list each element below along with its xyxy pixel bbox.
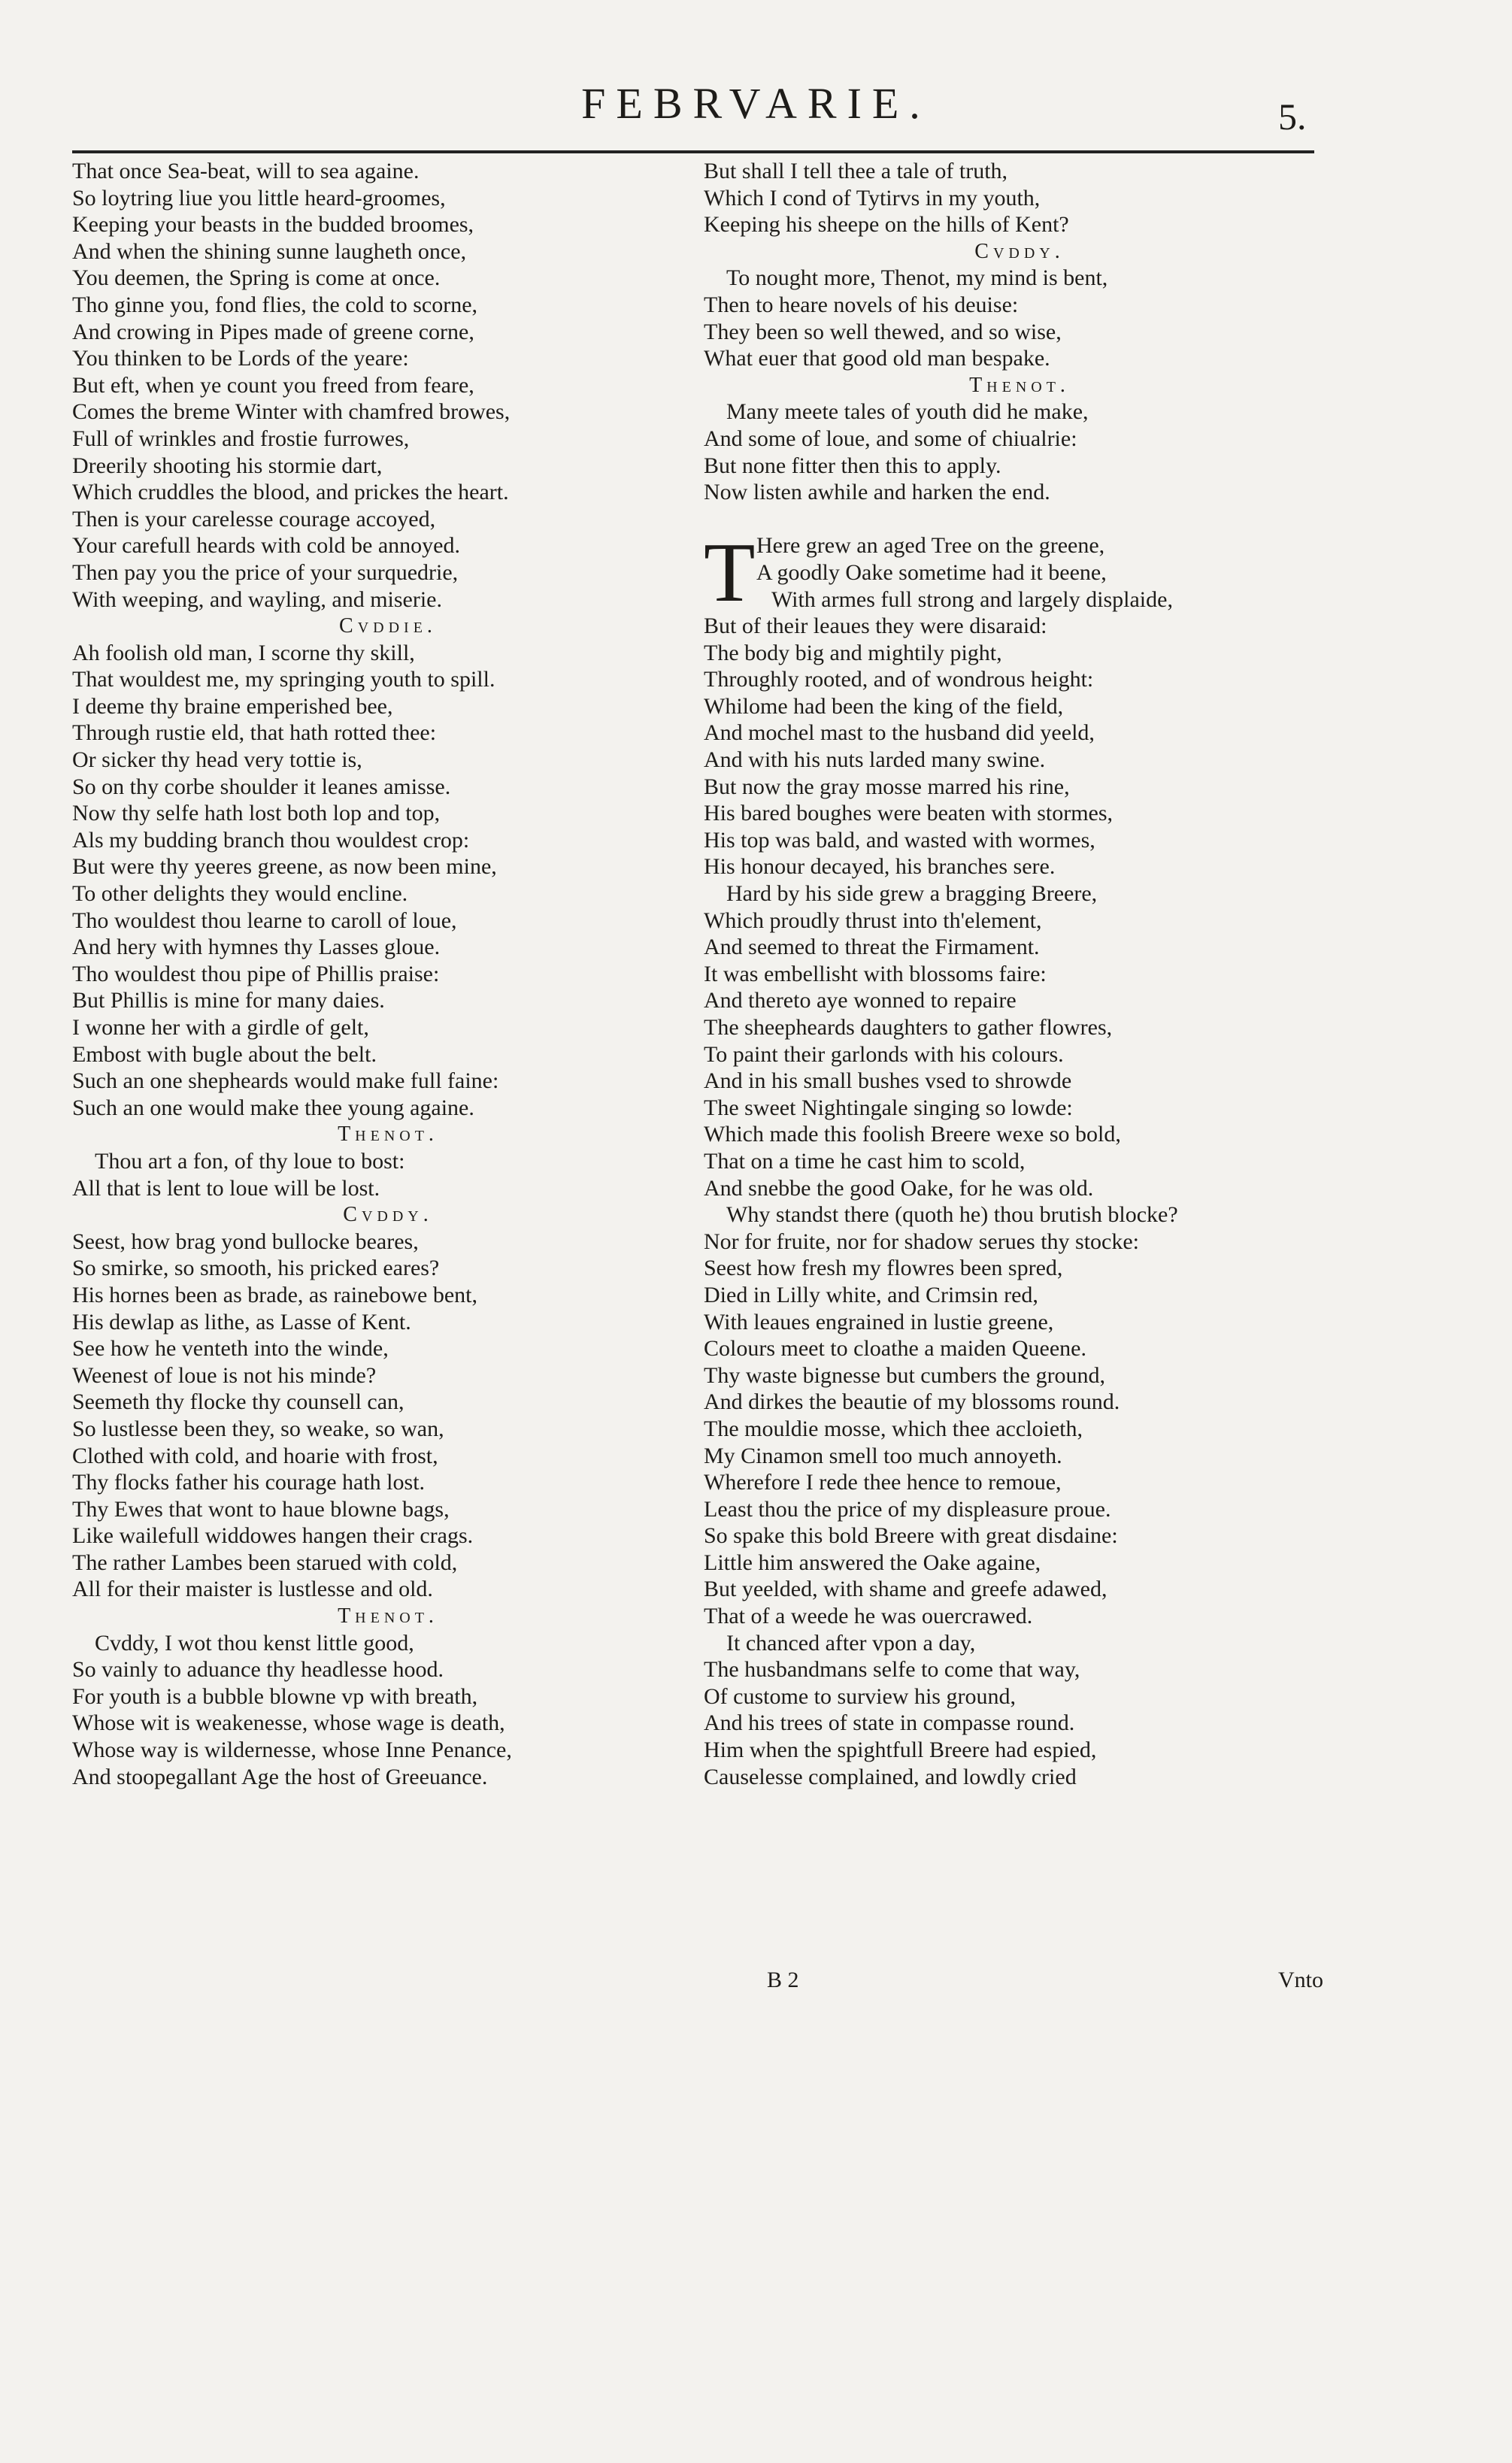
verse-line: Such an one would make thee young againe. [72, 1095, 474, 1120]
running-head-title: FEBRVARIE. [581, 79, 931, 128]
verse-line: The sheepheards daughters to gather flowres, [704, 1015, 1113, 1040]
verse-line: Whilome had been the king of the field, [704, 693, 1064, 719]
verse-line: Weenest of loue is not his minde? [72, 1362, 377, 1388]
speaker-heading: Cvddy. [343, 1203, 433, 1227]
verse-line: Here grew an aged Tree on the greene, [756, 533, 1105, 559]
verse-line: Hard by his side grew a bragging Breere, [726, 881, 1098, 907]
speaker-heading: Thenot. [338, 1122, 438, 1147]
verse-line: And his trees of state in compasse round. [704, 1710, 1075, 1736]
verse-line: Many meete tales of youth did he make, [726, 399, 1089, 425]
verse-line: Then to heare novels of his deuise: [704, 292, 1019, 317]
verse-line: His hornes been as brade, as rainebowe bent, [72, 1282, 477, 1307]
verse-line: And in his small bushes vsed to shrowde [704, 1068, 1072, 1094]
verse-line: Seemeth thy flocke thy counsell can, [72, 1389, 405, 1415]
verse-line: I deeme thy braine emperished bee, [72, 693, 393, 719]
verse-line: Then is your carelesse courage accoyed, [72, 506, 436, 532]
verse-line: Or sicker thy head very tottie is, [72, 747, 362, 773]
verse-line: To paint their garlonds with his colours. [704, 1041, 1064, 1067]
verse-line: See how he venteth into the winde, [72, 1336, 389, 1362]
verse-line: But Phillis is mine for many daies. [72, 988, 385, 1013]
verse-line: But now the gray mosse marred his rine, [704, 774, 1070, 799]
verse-line: So spake this bold Breere with great disdaine: [704, 1523, 1118, 1549]
verse-line: And crowing in Pipes made of greene corne, [72, 319, 474, 344]
verse-line: Causelesse complained, and lowdly cried [704, 1764, 1077, 1789]
speaker-heading: Thenot. [338, 1604, 438, 1628]
verse-line: Which cruddles the blood, and prickes the heart. [72, 480, 509, 505]
verse-line: And snebbe the good Oake, for he was old. [704, 1175, 1094, 1201]
verse-line: To other delights they would encline. [72, 881, 408, 907]
verse-line: Whose way is wildernesse, whose Inne Penance, [72, 1737, 512, 1763]
verse-line: And thereto aye wonned to repaire [704, 988, 1017, 1013]
verse-line: What euer that good old man bespake. [704, 346, 1050, 371]
verse-line: The body big and mightily pight, [704, 640, 1002, 665]
verse-line: So lustlesse been they, so weake, so wan, [72, 1416, 444, 1441]
verse-line: Dreerily shooting his stormie dart, [72, 453, 383, 478]
verse-line: They been so well thewed, and so wise, [704, 319, 1062, 344]
verse-line: Colours meet to cloathe a maiden Queene. [704, 1336, 1086, 1362]
verse-line: A goodly Oake sometime had it beene, [756, 559, 1107, 585]
verse-line: And hery with hymnes thy Lasses gloue. [72, 935, 441, 960]
verse-line: With armes full strong and largely displaide, [771, 586, 1173, 612]
verse-line: And with his nuts larded many swine. [704, 747, 1046, 773]
verse-line: And mochel mast to the husband did yeeld, [704, 720, 1095, 746]
verse-line: Little him answered the Oake againe, [704, 1550, 1041, 1575]
verse-line: Whose wit is weakenesse, whose wage is death, [72, 1710, 505, 1736]
page-number: 5. [1278, 95, 1307, 138]
stanza-gap [704, 506, 1335, 533]
verse-line: That of a weede he was ouercrawed. [704, 1604, 1033, 1629]
verse-line: Thy waste bignesse but cumbers the ground, [704, 1362, 1106, 1388]
verse-line: Ah foolish old man, I scorne thy skill, [72, 640, 415, 665]
verse-line: Which proudly thrust into th'element, [704, 907, 1042, 933]
verse-line: My Cinamon smell too much annoyeth. [704, 1443, 1062, 1468]
verse-line: Like wailefull widdowes hangen their crags. [72, 1523, 474, 1549]
header-rule [72, 150, 1314, 153]
verse-line: The husbandmans selfe to come that way, [704, 1657, 1080, 1683]
verse-line: Wherefore I rede thee hence to remoue, [704, 1470, 1062, 1495]
verse-line: With leaues engrained in lustie greene, [704, 1309, 1054, 1335]
verse-line: But were thy yeeres greene, as now been mine, [72, 854, 497, 880]
verse-line: Of custome to surview his ground, [704, 1683, 1016, 1709]
verse-line: Your carefull heards with cold be annoyed. [72, 533, 460, 559]
verse-line: And when the shining sunne laugheth once, [72, 238, 467, 264]
verse-line: His top was bald, and wasted with wormes, [704, 827, 1095, 853]
verse-line: Nor for fruite, nor for shadow serues thy stocke: [704, 1228, 1140, 1254]
verse-line: You thinken to be Lords of the yeare: [72, 346, 409, 371]
verse-line: But of their leaues they were disaraid: [704, 613, 1047, 639]
drop-cap-initial: T [704, 526, 756, 620]
verse-line: Full of wrinkles and frostie furrowes, [72, 426, 410, 451]
verse-line: You deemen, the Spring is come at once. [72, 265, 441, 291]
verse-line: And dirkes the beautie of my blossoms round. [704, 1389, 1120, 1415]
verse-line: Least thou the price of my displeasure proue. [704, 1496, 1111, 1522]
verse-line: Now listen awhile and harken the end. [704, 480, 1050, 505]
verse-line: But yeelded, with shame and greefe adawed, [704, 1577, 1107, 1602]
verse-line: All for their maister is lustlesse and old. [72, 1577, 433, 1602]
verse-line: And seemed to threat the Firmament. [704, 935, 1040, 960]
verse-line: But eft, when ye count you freed from feare, [72, 372, 474, 398]
verse-line: Then pay you the price of your surquedrie, [72, 559, 459, 585]
verse-line: For youth is a bubble blowne vp with breath, [72, 1683, 478, 1709]
verse-line: It was embellisht with blossoms faire: [704, 961, 1047, 986]
verse-line: His bared boughes were beaten with stormes, [704, 801, 1114, 826]
verse-line: Comes the breme Winter with chamfred browes, [72, 399, 511, 425]
verse-line: Cvddy, I wot thou kenst little good, [95, 1630, 414, 1656]
verse-line: With weeping, and wayling, and miserie. [72, 586, 442, 612]
verse-line: Clothed with cold, and hoarie with frost, [72, 1443, 438, 1468]
verse-line: So vainly to aduance thy headlesse hood. [72, 1657, 444, 1683]
catchword: Vnto [1278, 1968, 1323, 1992]
verse-line: Tho wouldest thou pipe of Phillis praise: [72, 961, 440, 986]
verse-line: Tho ginne you, fond flies, the cold to scorne, [72, 292, 478, 317]
verse-line: Now thy selfe hath lost both lop and top, [72, 801, 441, 826]
verse-line: Thou art a fon, of thy loue to bost: [95, 1148, 405, 1174]
verse-line: Embost with bugle about the belt. [72, 1041, 377, 1067]
verse-line: Seest, how brag yond bullocke beares, [72, 1228, 419, 1254]
verse-line: So on thy corbe shoulder it leanes amisse. [72, 774, 451, 799]
verse-line: The mouldie mosse, which thee accloieth, [704, 1416, 1083, 1441]
verse-line: So loytring liue you little heard-groomes, [72, 185, 446, 211]
verse-line: All that is lent to loue will be lost. [72, 1175, 380, 1201]
speaker-heading: Cvddie. [339, 614, 437, 638]
verse-line: That on a time he cast him to scold, [704, 1148, 1026, 1174]
verse-line: Tho wouldest thou learne to caroll of loue, [72, 907, 457, 933]
left-column [72, 158, 704, 1790]
verse-line: Thy Ewes that wont to haue blowne bags, [72, 1496, 450, 1522]
verse-line: Died in Lilly white, and Crimsin red, [704, 1282, 1038, 1307]
verse-line: Keeping his sheepe on the hills of Kent? [704, 212, 1069, 238]
verse-line: Which made this foolish Breere wexe so bold, [704, 1122, 1121, 1147]
verse-line: Throughly rooted, and of wondrous height: [704, 667, 1094, 692]
verse-line: Which I cond of Tytirvs in my youth, [704, 185, 1041, 211]
verse-line: Als my budding branch thou wouldest crop: [72, 827, 470, 853]
verse-line: So smirke, so smooth, his pricked eares? [72, 1256, 440, 1281]
verse-line: That once Sea-beat, will to sea againe. [72, 159, 420, 183]
verse-line: Thy flocks father his courage hath lost. [72, 1470, 426, 1495]
verse-line: I wonne her with a girdle of gelt, [72, 1015, 369, 1040]
verse-line: Such an one shepheards would make full faine: [72, 1068, 499, 1094]
verse-line: That wouldest me, my springing youth to spill. [72, 667, 495, 692]
signature-mark: B 2 [767, 1968, 799, 1992]
verse-line: It chanced after vpon a day, [726, 1630, 976, 1656]
verse-line: His honour decayed, his branches sere. [704, 854, 1056, 880]
verse-line: To nought more, Thenot, my mind is bent, [726, 265, 1108, 291]
speaker-heading: Cvddy. [974, 239, 1065, 263]
verse-line: His dewlap as lithe, as Lasse of Kent. [72, 1309, 411, 1335]
verse-line: Why standst there (quoth he) thou brutish blocke? [726, 1202, 1178, 1228]
verse-line: The rather Lambes been starued with cold, [72, 1550, 458, 1575]
verse-line: And some of loue, and some of chiualrie: [704, 426, 1077, 451]
tale-opening [704, 526, 1335, 620]
verse-line: Through rustie eld, that hath rotted thee: [72, 720, 437, 746]
verse-line: And stoopegallant Age the host of Greeuance. [72, 1764, 488, 1789]
verse-line: But none fitter then this to apply. [704, 453, 1001, 478]
verse-line: Seest how fresh my flowres been spred, [704, 1256, 1063, 1281]
verse-line: The sweet Nightingale singing so lowde: [704, 1095, 1073, 1120]
right-column [704, 158, 1335, 1790]
verse-line: Him when the spightfull Breere had espied, [704, 1737, 1097, 1763]
verse-line: But shall I tell thee a tale of truth, [704, 159, 1008, 183]
verse-line: Keeping your beasts in the budded broomes, [72, 212, 474, 238]
speaker-heading: Thenot. [969, 373, 1070, 397]
